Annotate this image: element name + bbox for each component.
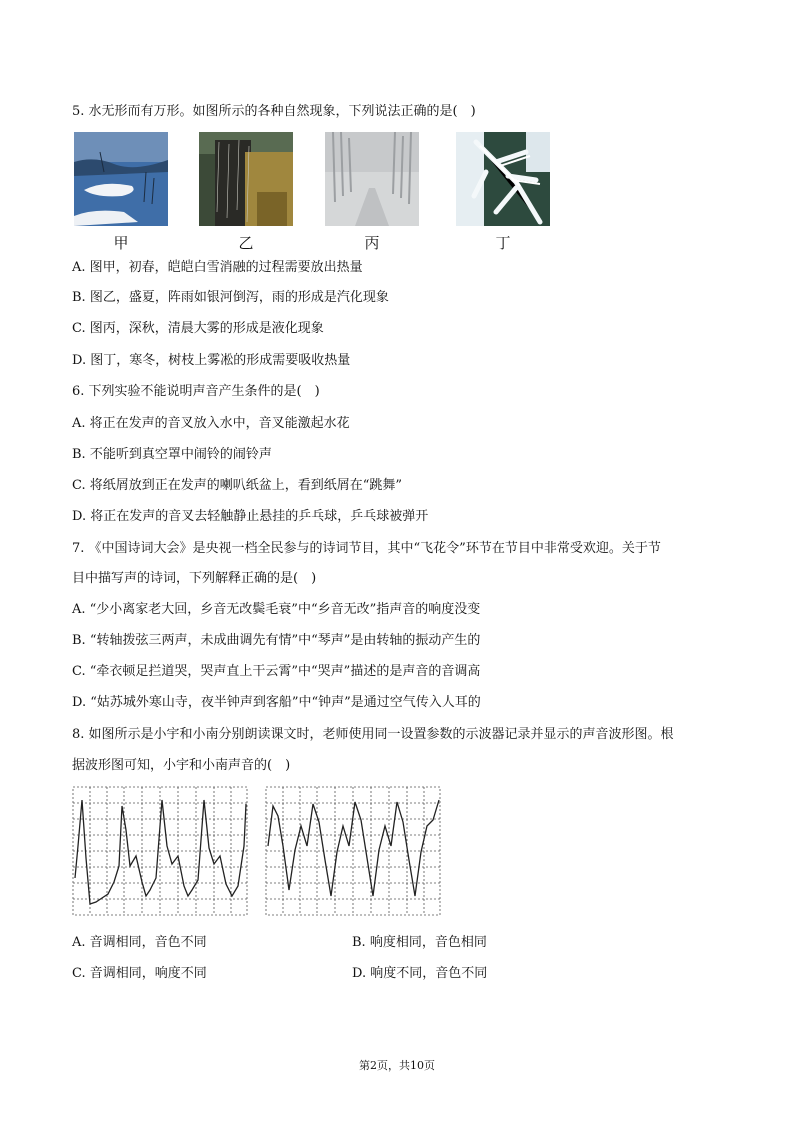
q8-stem-line1: 8. 如图所示是小宇和小南分别朗读课文时，老师使用同一设置参数的示波器记录并显示的声音波形图。根 <box>72 727 674 742</box>
q7-stem-line1: 7. 《中国诗词大会》是央视一档全民参与的诗词节目，其中“飞花令”环节在节目中非常受欢迎。关于节 <box>72 541 661 556</box>
q7-option-d: D. “姑苏城外寒山寺，夜半钟声到客船”中“钟声”是通过空气传入人耳的 <box>72 695 481 710</box>
q7-option-c: C. “牵衣顿足拦道哭，哭声直上干云霄”中“哭声”描述的是声音的音调高 <box>72 664 481 679</box>
summer-rain-image <box>199 132 293 226</box>
caption-bing: 丙 <box>364 234 380 252</box>
q8-option-d: D. 响度不同，音色不同 <box>352 966 488 981</box>
q6-stem: 6. 下列实验不能说明声音产生条件的是( ) <box>72 384 320 399</box>
morning-fog-image <box>325 132 419 226</box>
q7-stem-line2: 目中描写声的诗词，下列解释正确的是( ) <box>72 571 317 586</box>
q7-option-a: A. “少小离家老大回，乡音无改鬓毛衰”中“乡音无改”指声音的响度没变 <box>72 602 481 617</box>
q6-option-c: C. 将纸屑放到正在发声的喇叭纸盆上，看到纸屑在“跳舞” <box>72 478 403 493</box>
q8-option-a: A. 音调相同，音色不同 <box>72 935 207 950</box>
page-footer: 第2页，共10页 <box>359 1059 435 1072</box>
q5-option-b: B. 图乙，盛夏，阵雨如银河倒泻，雨的形成是汽化现象 <box>72 290 389 305</box>
caption-yi: 乙 <box>238 234 254 252</box>
xiaoyu-waveform <box>72 786 248 916</box>
xiaonan-waveform <box>265 786 441 916</box>
q5-stem: 5. 水无形而有万形。如图所示的各种自然现象，下列说法正确的是( ) <box>72 104 476 119</box>
caption-ding: 丁 <box>495 234 511 252</box>
q5-option-d: D. 图丁，寒冬，树枝上雾凇的形成需要吸收热量 <box>72 353 351 368</box>
q7-option-b: B. “转轴拨弦三两声，未成曲调先有情”中“琴声”是由转轴的振动产生的 <box>72 633 481 648</box>
melting-snow-image <box>74 132 168 226</box>
caption-jia: 甲 <box>113 234 129 252</box>
q6-option-b: B. 不能听到真空罩中闹铃的闹铃声 <box>72 447 272 462</box>
q5-option-c: C. 图丙，深秋，清晨大雾的形成是液化现象 <box>72 321 324 336</box>
q8-option-b: B. 响度相同，音色相同 <box>352 935 487 950</box>
q6-option-a: A. 将正在发声的音叉放入水中，音叉能激起水花 <box>72 416 350 431</box>
q6-option-d: D. 将正在发声的音叉去轻触静止悬挂的乒乓球，乒乓球被弹开 <box>72 509 429 524</box>
q5-option-a: A. 图甲，初春，皑皑白雪消融的过程需要放出热量 <box>72 260 363 275</box>
q8-option-c: C. 音调相同，响度不同 <box>72 966 207 981</box>
q8-stem-line2: 据波形图可知，小宇和小南声音的( ) <box>72 758 291 773</box>
rime-frost-image <box>456 132 550 226</box>
